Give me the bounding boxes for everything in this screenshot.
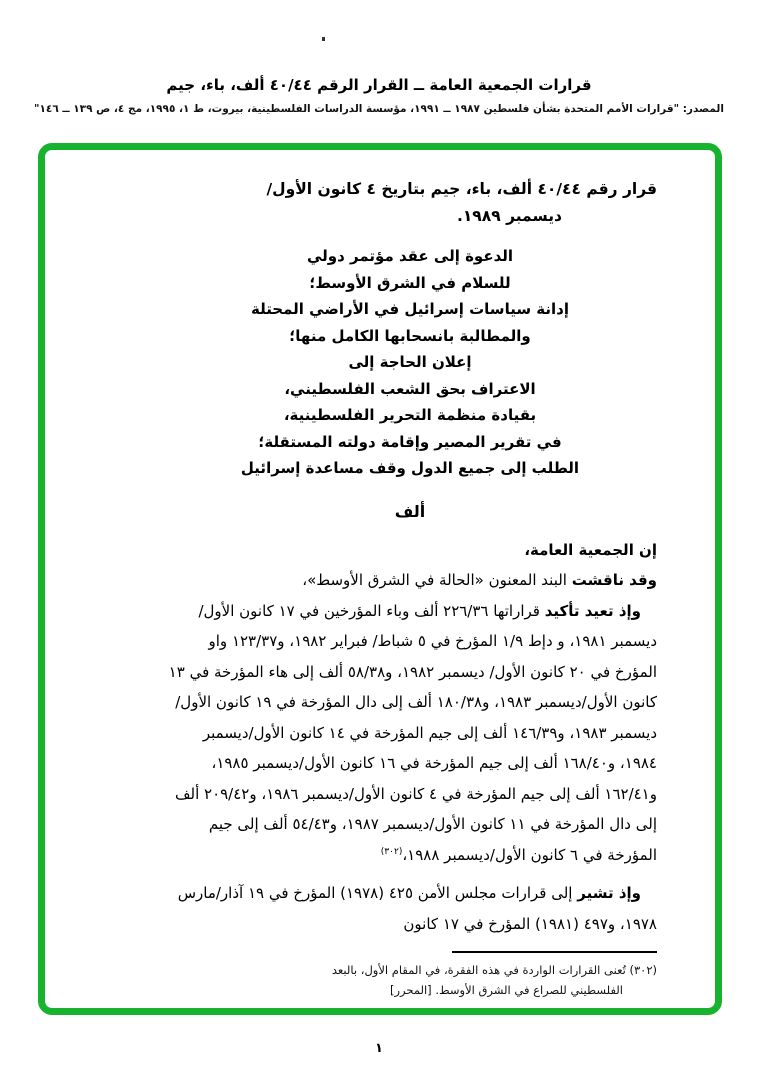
footnote-reference: (٣٠٢) (380, 846, 403, 857)
resolution-highlight-box (38, 143, 722, 1015)
footnote-302 (163, 960, 657, 1000)
resolution-heading-line: قرار رقم ٤٠/٤٤ ألف، باء، جيم بتاريخ ٤ كانون الأول/ (266, 180, 657, 198)
paragraph-having-discussed (163, 565, 657, 596)
paragraph-reaffirming (163, 596, 657, 871)
footnote-line: الفلسطيني للصراع في الشرق الأوسط. [المحرر] (390, 983, 623, 997)
print-speck (322, 37, 325, 41)
page-number: ١ (375, 1041, 383, 1056)
title-line: الاعتراف بحق الشعب الفلسطيني، (284, 379, 536, 398)
source-citation: المصدر: "قرارات الأمم المتحدة بشأن فلسطين ١٩٨٧ ــ ١٩٩١، مؤسسة الدراسات الفلسطينية، بيروت، ط ١، ١٩٩٥، مج ٤، ص ١٣٩ ــ ١٤٦" (34, 103, 724, 115)
title-line: إدانة سياسات إسرائيل في الأراضي المحتلة (250, 300, 570, 318)
paragraph-assembly: إن الجمعية العامة، (524, 540, 657, 559)
paragraph-lead: وإذ تشير (577, 884, 641, 902)
title-line: الدعوة إلى عقد مؤتمر دولي (306, 247, 514, 265)
section-heading-alif: ألف (394, 501, 426, 521)
title-line: في تقرير المصير وإقامة دولته المستقلة؛ (258, 432, 562, 451)
title-line: للسلام في الشرق الأوسط؛ (309, 273, 511, 292)
resolution-heading (163, 176, 657, 230)
page-title: قرارات الجمعية العامة ــ القرار الرقم ٤٠/٤٤ ألف، باء، جيم (166, 76, 592, 94)
paragraph-recalling (163, 878, 657, 939)
footnote-divider (452, 951, 657, 953)
paragraph-lead: وإذ تعيد تأكيد (544, 601, 641, 620)
title-line: إعلان الحاجة إلى (348, 353, 472, 371)
title-line: الطلب إلى جميع الدول وقف مساعدة إسرائيل (240, 459, 580, 477)
paragraph-text: قراراتها ٢٢٦/٣٦ ألف وباء المؤرخين في ١٧ كانون الأول/ديسمبر ١٩٨١، و دإط ١/٩ المؤرخ في ٥ شباط/ فبراير ١٩٨٢، و١٢٣/٣٧ واو المؤرخ في ٢٠ كانون الأول/ ديسمبر ١٩٨٢، و٥٨/٣٨ ألف إلى هاء المؤرخة في ١٣ كانون الأول/ديسمبر ١٩٨٣، و١٨٠/٣٨ ألف إلى دال المؤرخة في ١٩ كانون الأول/ديسمبر ١٩٨٣، و١٤٦/٣٩ ألف إلى جيم المؤرخة في ١٤ كانون الأول/ديسمبر ١٩٨٤، و١٦٨/٤٠ ألف إلى جيم المؤرخة في ١٦ كانون الأول/ديسمبر ١٩٨٥، و١٦٢/٤١ ألف إلى جيم المؤرخة في ٤ كانون الأول/ديسمبر ١٩٨٦، و٢٠٩/٤٢ ألف إلى دال المؤرخة في ١١ كانون الأول/ديسمبر ١٩٨٧، و٥٤/٤٣ ألف إلى جيم المؤرخة في ٦ كانون الأول/ديسمبر ١٩٨٨، (168, 601, 657, 864)
footnote-line: (٣٠٢) تُعنى القرارات الواردة في هذه الفقرة، في المقام الأول، بالبعد (331, 963, 657, 977)
resolution-subject-title (163, 243, 657, 482)
paragraph-text: البند المعنون «الحالة في الشرق الأوسط»، (302, 571, 572, 589)
title-line: والمطالبة بانسحابها الكامل منها؛ (289, 326, 531, 345)
paragraph-lead: وقد ناقشت (571, 571, 657, 589)
paragraph-text: إلى قرارات مجلس الأمن ٤٢٥ (١٩٧٨) المؤرخ في ١٩ آذار/مارس ١٩٧٨، و٤٩٧ (١٩٨١) المؤرخ في ١٧ كانون (177, 884, 657, 933)
resolution-body (45, 150, 715, 1000)
resolution-heading-line: ديسمبر ١٩٨٩. (456, 207, 562, 225)
title-line: بقيادة منظمة التحرير الفلسطينية، (283, 406, 537, 424)
